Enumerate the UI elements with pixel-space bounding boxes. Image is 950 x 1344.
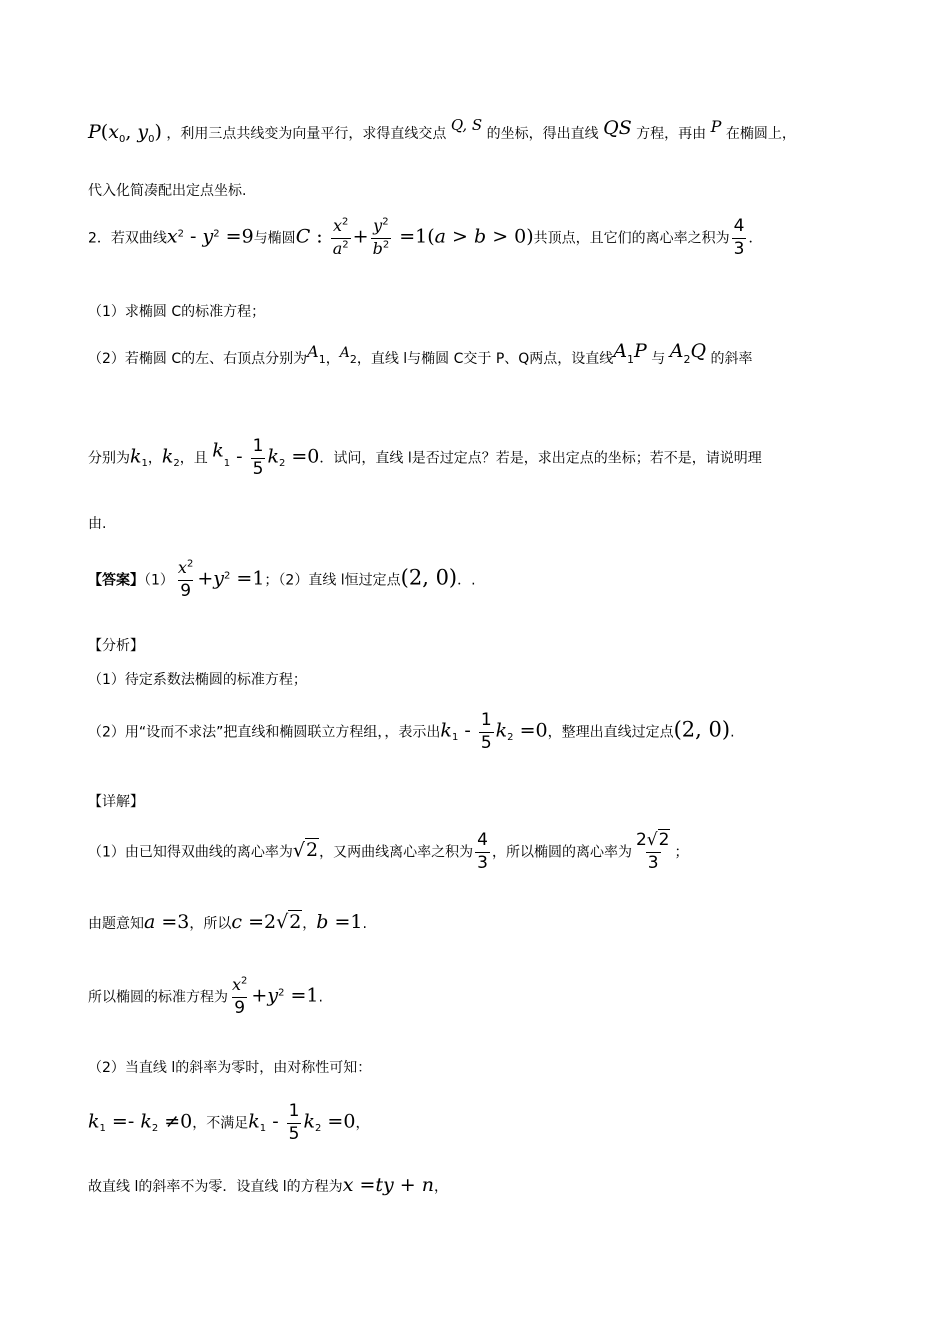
- question-2: （2）若椭圆 C的左、右顶点分别为A1，A2，直线 l与椭圆 C交于 P、Q两点，设直线A1P 与 A2Q 的斜率: [88, 340, 753, 367]
- detail-3: 所以椭圆的标准方程为 $\frac{x^2}{9}$ $+y^2 =1$.: [88, 975, 323, 1018]
- analysis-1: （1）待定系数法椭圆的标准方程；: [88, 672, 307, 688]
- analysis-2: （2）用“设而不求法”把直线和椭圆联立方程组，，表示出$k_1$ - $\frac{1}{5}$ $k_2 =0$，整理出直线过定点(2, 0).: [88, 710, 735, 753]
- problem-statement: 2．若双曲线$x^2 - y^2 =9$与椭圆C : $\frac{x^2}{a^2}$ + $\frac{y^2}{b^2}$ =1(a > b > 0)共顶点，且它们的离心率之积为 $\frac{4}{3}$ ．: [88, 216, 763, 259]
- question-1: （1）求椭圆 C的标准方程；: [88, 304, 266, 320]
- detail-label: 【详解】: [88, 794, 144, 810]
- detail-6: 故直线 l的斜率不为零．设直线 l的方程为x =ty + n，: [88, 1174, 448, 1196]
- text-line: 代入化简凑配出定点坐标.: [88, 183, 247, 199]
- text-line: $P(x_0$, $y_0$) ，利用三点共线变为向量平行，求得直线交点 Q, S 的坐标，得出直线 QS 方程，再由 P 在椭圆上，: [88, 116, 796, 145]
- text-span: 方程，再由: [636, 126, 707, 142]
- text-span: ，利用三点共线变为向量平行，求得直线交点: [166, 126, 447, 142]
- analysis-label: 【分析】: [88, 638, 144, 654]
- detail-4: （2）当直线 l的斜率为零时，由对称性可知：: [88, 1060, 372, 1076]
- detail-5: $k_1 =- k_2 \ne 0$，不满足$k_1$ - $\frac{1}{5}$ $k_2 =0$，: [88, 1101, 370, 1144]
- detail-1: （1）由已知得双曲线的离心率为√2，又两曲线离心率之积为 $\frac{4}{3}$ ，所以椭圆的离心率为 $\frac{2√2}{3}$ ；: [88, 830, 689, 873]
- question-2-cont: 分别为$k_1$，$k_2$，且 $k_1$ - $\frac{1}{5}$ $k_2 =0$．试问，直线 l是否过定点？若是，求出定点的坐标；若不是，请说明理: [88, 436, 762, 479]
- detail-2: 由题意知a =3，所以c =2√2，b =1.: [88, 911, 367, 933]
- text-span: 的坐标，得出直线: [486, 126, 599, 142]
- answer-line: 【答案】（1） $\frac{x^2}{9}$ $+y^2 =1$；（2）直线 l恒过定点(2, 0)．.: [88, 558, 476, 601]
- text-span: 在椭圆上，: [725, 126, 796, 142]
- question-2-end: 由.: [88, 516, 107, 532]
